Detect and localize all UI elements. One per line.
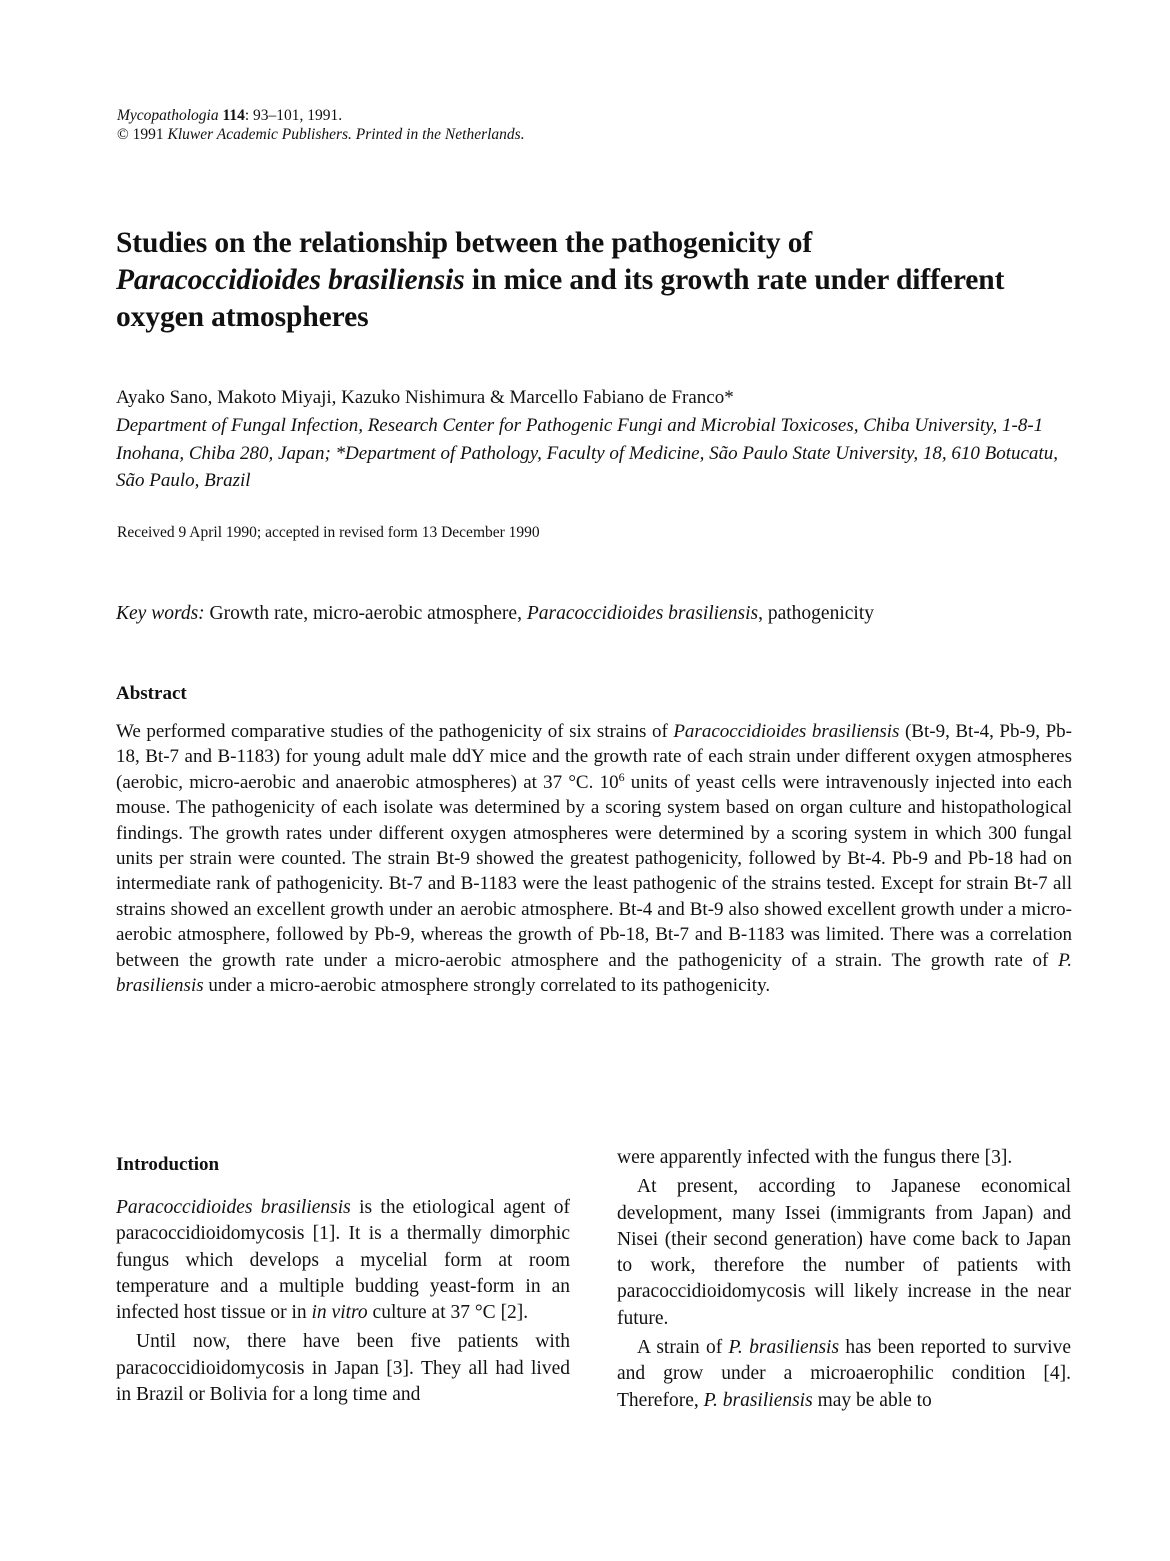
intro-paragraph-3: At present, according to Japanese economical development, many Issei (immigrants from Japan) and Nisei (their second generation) have come back to Japan to work, therefore the number of patients with paracoccidioidomycosis will likely increase in the near future.: [617, 1176, 1071, 1329]
keywords-text1: Growth rate, micro-aerobic atmosphere,: [204, 603, 527, 624]
publisher-line: Kluwer Academic Publishers. Printed in the Netherlands.: [167, 126, 525, 143]
abstract-species-short: P. brasiliensis: [116, 949, 1072, 997]
volume-number: 114: [222, 107, 245, 124]
article-title: [116, 225, 1076, 336]
citation-line: [117, 106, 525, 125]
abstract-text-3: units of yeast cells were intravenously injected into each mouse. The pathogenicity of each isolate was determined by a scoring system based on organ culture and histopathological findings. The growth rates under different oxygen atmospheres were determined by a scoring system in which 300 fungal units per strain were counted. The strain Bt-9 showed the greatest pathogenicity, followed by Bt-4. Pb-9 and Pb-18 had on intermediate rank of pathogenicity. Bt-7 and B-1183 were the least pathogenic of the strains tested. Except for strain Bt-7 all strains showed an excellent growth under an aerobic atmosphere. Bt-4 and Bt-9 also showed excellent growth under a micro-aerobic atmosphere, followed by Pb-9, whereas the growth of Pb-18, Bt-7 and B-1183 was limited. There was a correlation between the growth rate under a micro-aerobic atmosphere and the pathogenicity of a strain. The growth rate of: [116, 771, 1072, 971]
abstract-species: Paracoccidioides brasiliensis: [673, 721, 900, 742]
keywords-species: Paracoccidioides brasiliensis: [526, 603, 759, 624]
copyright-year: 1991: [132, 126, 164, 143]
intro-p4-text-a: A strain of: [637, 1337, 729, 1359]
intro-p4-species-2: P. brasiliensis: [703, 1389, 813, 1411]
abstract-text-1: We performed comparative studies of the pathogenicity of six strains of: [116, 721, 674, 742]
right-column: [617, 1147, 1072, 1414]
copyright-symbol: ©: [117, 126, 129, 143]
abstract-text-4: under a micro-aerobic atmosphere strongly correlated to its pathogenicity.: [203, 975, 771, 997]
abstract-heading: Abstract: [116, 683, 187, 704]
affiliations: Department of Fungal Infection, Research Center for Pathogenic Fungi and Microbial Toxicoses, Chiba University, 1-8-1 Inohana, Chiba 280, Japan; *Department of Pathology, Faculty of Medicine, São Paulo State University, 18, 610 Botucatu, São Paulo, Brazil: [116, 415, 1058, 491]
received-dates: Received 9 April 1990; accepted in revised form 13 December 1990: [117, 524, 540, 541]
intro-species: Paracoccidioides brasiliensis: [116, 1197, 351, 1218]
intro-p1-text-a: is the etiological agent of paracoccidioidomycosis [1]. It is a thermally dimorphic fungus which develops a mycelial form at room temperature and a multiple budding yeast-form in an infected host tissue or in: [116, 1197, 570, 1324]
introduction-heading: Introduction: [116, 1154, 220, 1175]
intro-p1-text-b: culture at 37 °C [2].: [367, 1302, 529, 1324]
author-list: Ayako Sano, Makoto Miyaji, Kazuko Nishimura & Marcello Fabiano de Franco*: [116, 387, 734, 408]
abstract-exponent: 6: [618, 769, 625, 784]
intro-paragraph-2-continued: were apparently infected with the fungus there [3].: [617, 1147, 1013, 1168]
title-part2: in mice and its growth rate under different oxygen atmospheres: [116, 264, 1005, 333]
title-species: Paracoccidioides brasiliensis: [116, 264, 465, 296]
intro-paragraph-1: [116, 1195, 570, 1326]
intro-p4-text-b: has been reported to survive and grow under a microaerophilic condition [4]. Therefore,: [617, 1337, 1072, 1411]
pages-year: : 93–101, 1991.: [244, 107, 343, 124]
journal-name: Mycopathologia: [117, 107, 219, 124]
intro-paragraph-2: Until now, there have been five patients with paracoccidioidomycosis in Japan [3]. They all had lived in Brazil or Bolivia for a long time and: [116, 1331, 570, 1406]
intro-p4-species: P. brasiliensis: [728, 1337, 840, 1359]
left-column: [116, 1152, 570, 1408]
keywords: [116, 603, 1076, 625]
copyright-line: [117, 125, 525, 144]
keywords-label: Key words:: [116, 603, 205, 624]
keywords-text2: , pathogenicity: [758, 603, 874, 624]
abstract-text-2: (Bt-9, Bt-4, Pb-9, Pb-18, Bt-7 and B-1183) for young adult male ddY mice and the growth rate of each strain under different oxygen atmospheres (aerobic, micro-aerobic and anaerobic atmospheres) at 37 °C. 10: [116, 721, 1072, 793]
title-part1: Studies on the relationship between the pathogenicity of: [116, 227, 813, 259]
intro-p4-text-c: may be able to: [812, 1389, 932, 1411]
abstract-body: [116, 719, 1072, 998]
journal-header: [117, 106, 525, 144]
intro-invitro: in vitro: [311, 1302, 368, 1324]
intro-paragraph-4: [617, 1335, 1071, 1414]
